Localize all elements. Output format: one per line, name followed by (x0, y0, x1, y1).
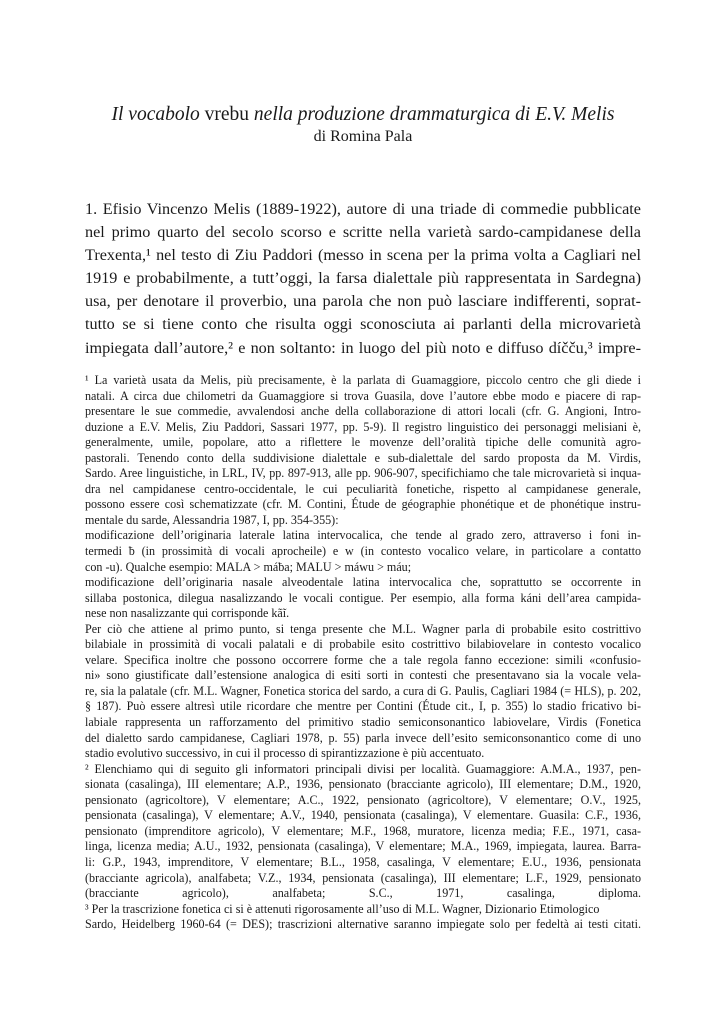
author-byline: di Romina Pala (313, 128, 413, 145)
body-line: Trexenta,¹ nel testo di Ziu Paddori (messo in scena per la prima volta a Cagliari nel (85, 246, 641, 265)
footnote-line: (bracciante agricola), analfabeta; V.Z., 1934, pensionata (casalinga), III elementare; L.F., 1929, pensionato (85, 870, 641, 885)
footnote-line: termedi ƀ (in prossimità di vocali aprocheile) e w (in contesto vocalico velare, in particolare a contatto (85, 544, 641, 559)
body-line: 1. Efisio Vincenzo Melis (1889-1922), autore di una triade di commedie pubblicate (85, 200, 641, 218)
article-title (0, 103, 726, 127)
body-line: usa, per denotare il proverbio, una parola che non può lasciare indifferenti, soprat- (85, 292, 641, 311)
footnote-line: Sardo. Aree linguistiche, in LRL, IV, pp. 897-913, alle pp. 906-907, specifichiamo che tale microvarietà si inqua- (85, 466, 641, 481)
footnote-line: ni» sono giustificate dall’estensione analogica di esiti sorti in contesti che presentavano sia la vocale vela- (85, 668, 641, 683)
footnote-line: (bracciante agricolo), analfabeta; S.C., 1971, casalinga, diploma. (85, 886, 641, 901)
body-paragraph (85, 198, 641, 360)
footnote-line: pensionata (casalinga), V elementare; A.V., 1940, pensionata (casalinga), V elementare. Guasila: C.F., 1936, (85, 808, 641, 823)
footnote-line: stadio evolutivo successivo, in cui il processo di spirantizzazione è più accentuato. (85, 746, 485, 761)
footnote-line: sionata (casalinga), III elementare; A.P., 1936, pensionato (bracciante agricolo), III elementare; D.M., 1920, (85, 777, 641, 792)
footnote-line: bilabiale in prossimità di vocali palatali e di probabile esito costrittivo bilabiovelare in contesto vocalico (85, 637, 641, 652)
footnote-line: velare. Specifica inoltre che possono occorrere forme che a tale regola fanno eccezione: simili «confusio- (85, 652, 641, 667)
footnote-line: modificazione dell’originaria laterale latina intervocalica, che tende al grado zero, attraverso i foni in- (85, 528, 641, 543)
footnote-line: ² Elenchiamo qui di seguito gli informatori principali divisi per località. Guamaggiore: A.M.A., 1937, pen- (85, 761, 641, 776)
footnote-line: duzione a E.V. Melis, Ziu Paddori, Sassari 1977, pp. 5-9). Il registro linguistico dei personaggi melisiani è, (85, 419, 641, 434)
footnote-line: ¹ La varietà usata da Melis, più precisamente, è la parlata di Guamaggiore, piccolo centro che gli diede i (85, 373, 641, 387)
footnote-line: presentare le sue commedie, avvalendosi anche della collaborazione di attori locali (cfr. G. Angioni, Intro- (85, 404, 641, 419)
footnote-line: natali. A circa due chilometri da Guamaggiore si trova Guasila, dove l’autore ebbe modo e piacere di rap- (85, 388, 641, 403)
footnote-line: possono essere così schematizzate (cfr. M. Contini, Étude de géographie phonétique et de phonétique instru- (85, 497, 641, 512)
body-line: impiegata dall’autore,² e non soltanto: in luogo del più noto e diffuso díčču,³ impre- (85, 338, 641, 357)
footnote-line: generalmente, umile, popolare, atto a riflettere le movenze dell’oralità tipiche delle comunità agro- (85, 435, 641, 450)
footnote-line: sillaba postonica, dilegua nasalizzando le vocali contigue. Per esempio, alla forma káni dell’area campida- (85, 590, 641, 605)
footnote-line: Per ciò che attiene al primo punto, si tenga presente che M.L. Wagner parla di probabile esito costrittivo (85, 621, 641, 636)
footnote-line: modificazione dell’originaria nasale alveodentale latina intervocalica che, soprattutto se occorrente in (85, 575, 641, 590)
footnote-line: con -u). Qualche esempio: MALA > máƀa; MALU > máwu > máu; (85, 559, 412, 574)
footnote-line: Sardo, Heidelberg 1960-64 (= DES); trascrizioni alternative saranno impiegate solo per fedeltà ai testi citati. (85, 917, 641, 932)
footnote-line: linga, licenza media; A.U., 1932, pensionata (casalinga), V elementare; M.A., 1969, impiegata, laurea. Barra- (85, 839, 641, 854)
footnotes (85, 373, 641, 933)
footnote-line: § 187). Può essere altresì utile ricordare che mentre per Contini (Étude cit., I, p. 355) lo stadio fricativo bi- (85, 699, 641, 714)
body-line: tutto se si tiene conto che risulta oggi sconosciuta ai parlanti della microvarietà (85, 315, 641, 334)
footnote-line: mentale du sarde, Alessandria 1987, I, pp. 354-355): (85, 512, 339, 527)
body-line: nel primo quarto del secolo scorso e scritte nella varietà sardo-campidanese della (85, 223, 641, 242)
footnote-line: ³ Per la trascrizione fonetica ci si è attenuti rigorosamente all’uso di M.L. Wagner, Dizionario Etimologico (85, 901, 600, 916)
body-line: 1919 e probabilmente, a tutt’oggi, la farsa dialettale più rappresentata in Sardegna) (85, 269, 641, 288)
title-term: vrebu (199, 104, 254, 125)
footnote-line: li: G.P., 1943, imprenditore, V elementare; B.L., 1958, casalinga, V elementare; E.U., 1936, pensionata (85, 854, 641, 869)
footnote-line: pensionato (agricoltore), V elementare; A.C., 1922, pensionato (agricoltore), V elementare; O.V., 1925, (85, 792, 641, 807)
footnote-line: pastorali. Tenendo conto della suddivisione dialettale e sub-dialettale del sardo proposta da M. Virdis, (85, 450, 641, 465)
title-part-1: Il vocabolo (111, 104, 200, 125)
footnote-line: pensionato (imprenditore agricolo), V elementare; M.F., 1968, muratore, licenza media; F.E., 1971, casa- (85, 823, 641, 838)
title-part-2: nella produzione drammaturgica di E.V. Melis (253, 104, 615, 125)
footnote-line: re, sia la palatale (cfr. M.L. Wagner, Fonetica storica del sardo, a cura di G. Paulis, Cagliari 1984 (= HLS), p. 202, (85, 683, 641, 698)
footnote-line: dra nel campidanese centro-occidentale, le cui peculiarità fonetiche, rispetto al campidanese generale, (85, 481, 641, 496)
footnote-line: labiale rappresenta un rafforzamento del primitivo stadio semiconsonantico labiovelare, Virdis (Fonetica (85, 715, 641, 730)
footnote-line: del dialetto sardo campidanese, Cagliari 1978, p. 55) parla invece dell’esito semiconsonantico come di uno (85, 730, 641, 745)
footnote-line: nese non nasalizzante qui corrisponde kãĩ. (85, 606, 290, 621)
